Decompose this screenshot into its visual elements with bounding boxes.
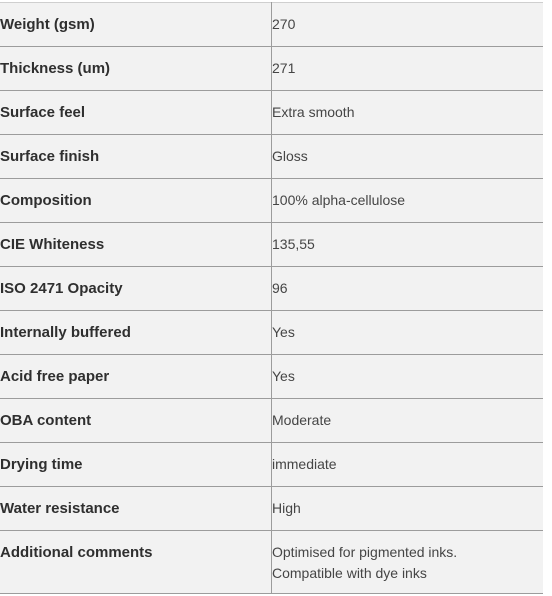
- spec-label-composition: Composition: [0, 192, 92, 209]
- spec-value-cell: [272, 267, 544, 311]
- spec-value-cell: [272, 487, 544, 531]
- spec-label-cell: [0, 223, 272, 267]
- spec-label-acid-free: Acid free paper: [0, 368, 110, 385]
- spec-value-oba-content: Moderate: [272, 412, 332, 428]
- spec-value-cie-whiteness: 135,55: [272, 236, 315, 252]
- spec-label-cell: [0, 487, 272, 531]
- spec-label-cell: [0, 311, 272, 355]
- spec-row-surface-finish: [0, 135, 543, 179]
- spec-value-cell: [272, 355, 544, 399]
- spec-value-cell: [272, 135, 544, 179]
- spec-label-cell: [0, 399, 272, 443]
- spec-row-acid-free: [0, 355, 543, 399]
- spec-value-thickness: 271: [272, 60, 296, 76]
- spec-value-cell: [272, 223, 544, 267]
- spec-value-cell: [272, 179, 544, 223]
- spec-row-additional-comments: [0, 531, 543, 594]
- spec-value-internally-buffered: Yes: [272, 324, 295, 340]
- spec-label-cell: [0, 3, 272, 47]
- spec-row-opacity: [0, 267, 543, 311]
- spec-value-cell: [272, 399, 544, 443]
- spec-label-cell: [0, 135, 272, 179]
- spec-label-water-resistance: Water resistance: [0, 500, 120, 517]
- spec-value-cell: [272, 311, 544, 355]
- spec-row-surface-feel: [0, 91, 543, 135]
- spec-value-additional-comments: Optimised for pigmented inks. Compatible with dye inks: [272, 544, 458, 581]
- spec-label-cell: [0, 179, 272, 223]
- spec-label-cell: [0, 267, 272, 311]
- spec-value-cell: [272, 91, 544, 135]
- spec-label-cell: [0, 91, 272, 135]
- spec-row-drying-time: [0, 443, 543, 487]
- spec-label-thickness: Thickness (um): [0, 60, 111, 77]
- spec-label-oba-content: OBA content: [0, 412, 92, 429]
- spec-row-thickness: [0, 47, 543, 91]
- spec-value-cell: [272, 3, 544, 47]
- paper-specification-table: [0, 2, 543, 594]
- spec-value-acid-free: Yes: [272, 368, 295, 384]
- spec-value-cell: [272, 443, 544, 487]
- spec-label-surface-finish: Surface finish: [0, 148, 100, 165]
- spec-row-cie-whiteness: [0, 223, 543, 267]
- spec-value-cell: [272, 531, 544, 594]
- spec-value-cell: [272, 47, 544, 91]
- spec-label-cie-whiteness: CIE Whiteness: [0, 236, 105, 253]
- spec-label-opacity: ISO 2471 Opacity: [0, 280, 123, 297]
- spec-table-body: [0, 3, 543, 594]
- spec-value-surface-finish: Gloss: [272, 148, 308, 164]
- spec-label-surface-feel: Surface feel: [0, 104, 86, 121]
- spec-label-additional-comments: Additional comments: [0, 544, 153, 561]
- spec-label-weight: Weight (gsm): [0, 16, 95, 33]
- spec-value-composition: 100% alpha-cellulose: [272, 192, 406, 208]
- spec-value-water-resistance: High: [272, 500, 301, 516]
- spec-row-oba-content: [0, 399, 543, 443]
- spec-row-composition: [0, 179, 543, 223]
- spec-label-internally-buffered: Internally buffered: [0, 324, 131, 341]
- spec-label-cell: [0, 47, 272, 91]
- spec-value-opacity: 96: [272, 280, 288, 296]
- spec-label-cell: [0, 443, 272, 487]
- spec-row-internally-buffered: [0, 311, 543, 355]
- spec-label-cell: [0, 355, 272, 399]
- spec-value-drying-time: immediate: [272, 456, 337, 472]
- spec-label-drying-time: Drying time: [0, 456, 83, 473]
- spec-row-water-resistance: [0, 487, 543, 531]
- spec-value-surface-feel: Extra smooth: [272, 104, 355, 120]
- spec-value-weight: 270: [272, 16, 296, 32]
- spec-label-cell: [0, 531, 272, 594]
- spec-row-weight: [0, 3, 543, 47]
